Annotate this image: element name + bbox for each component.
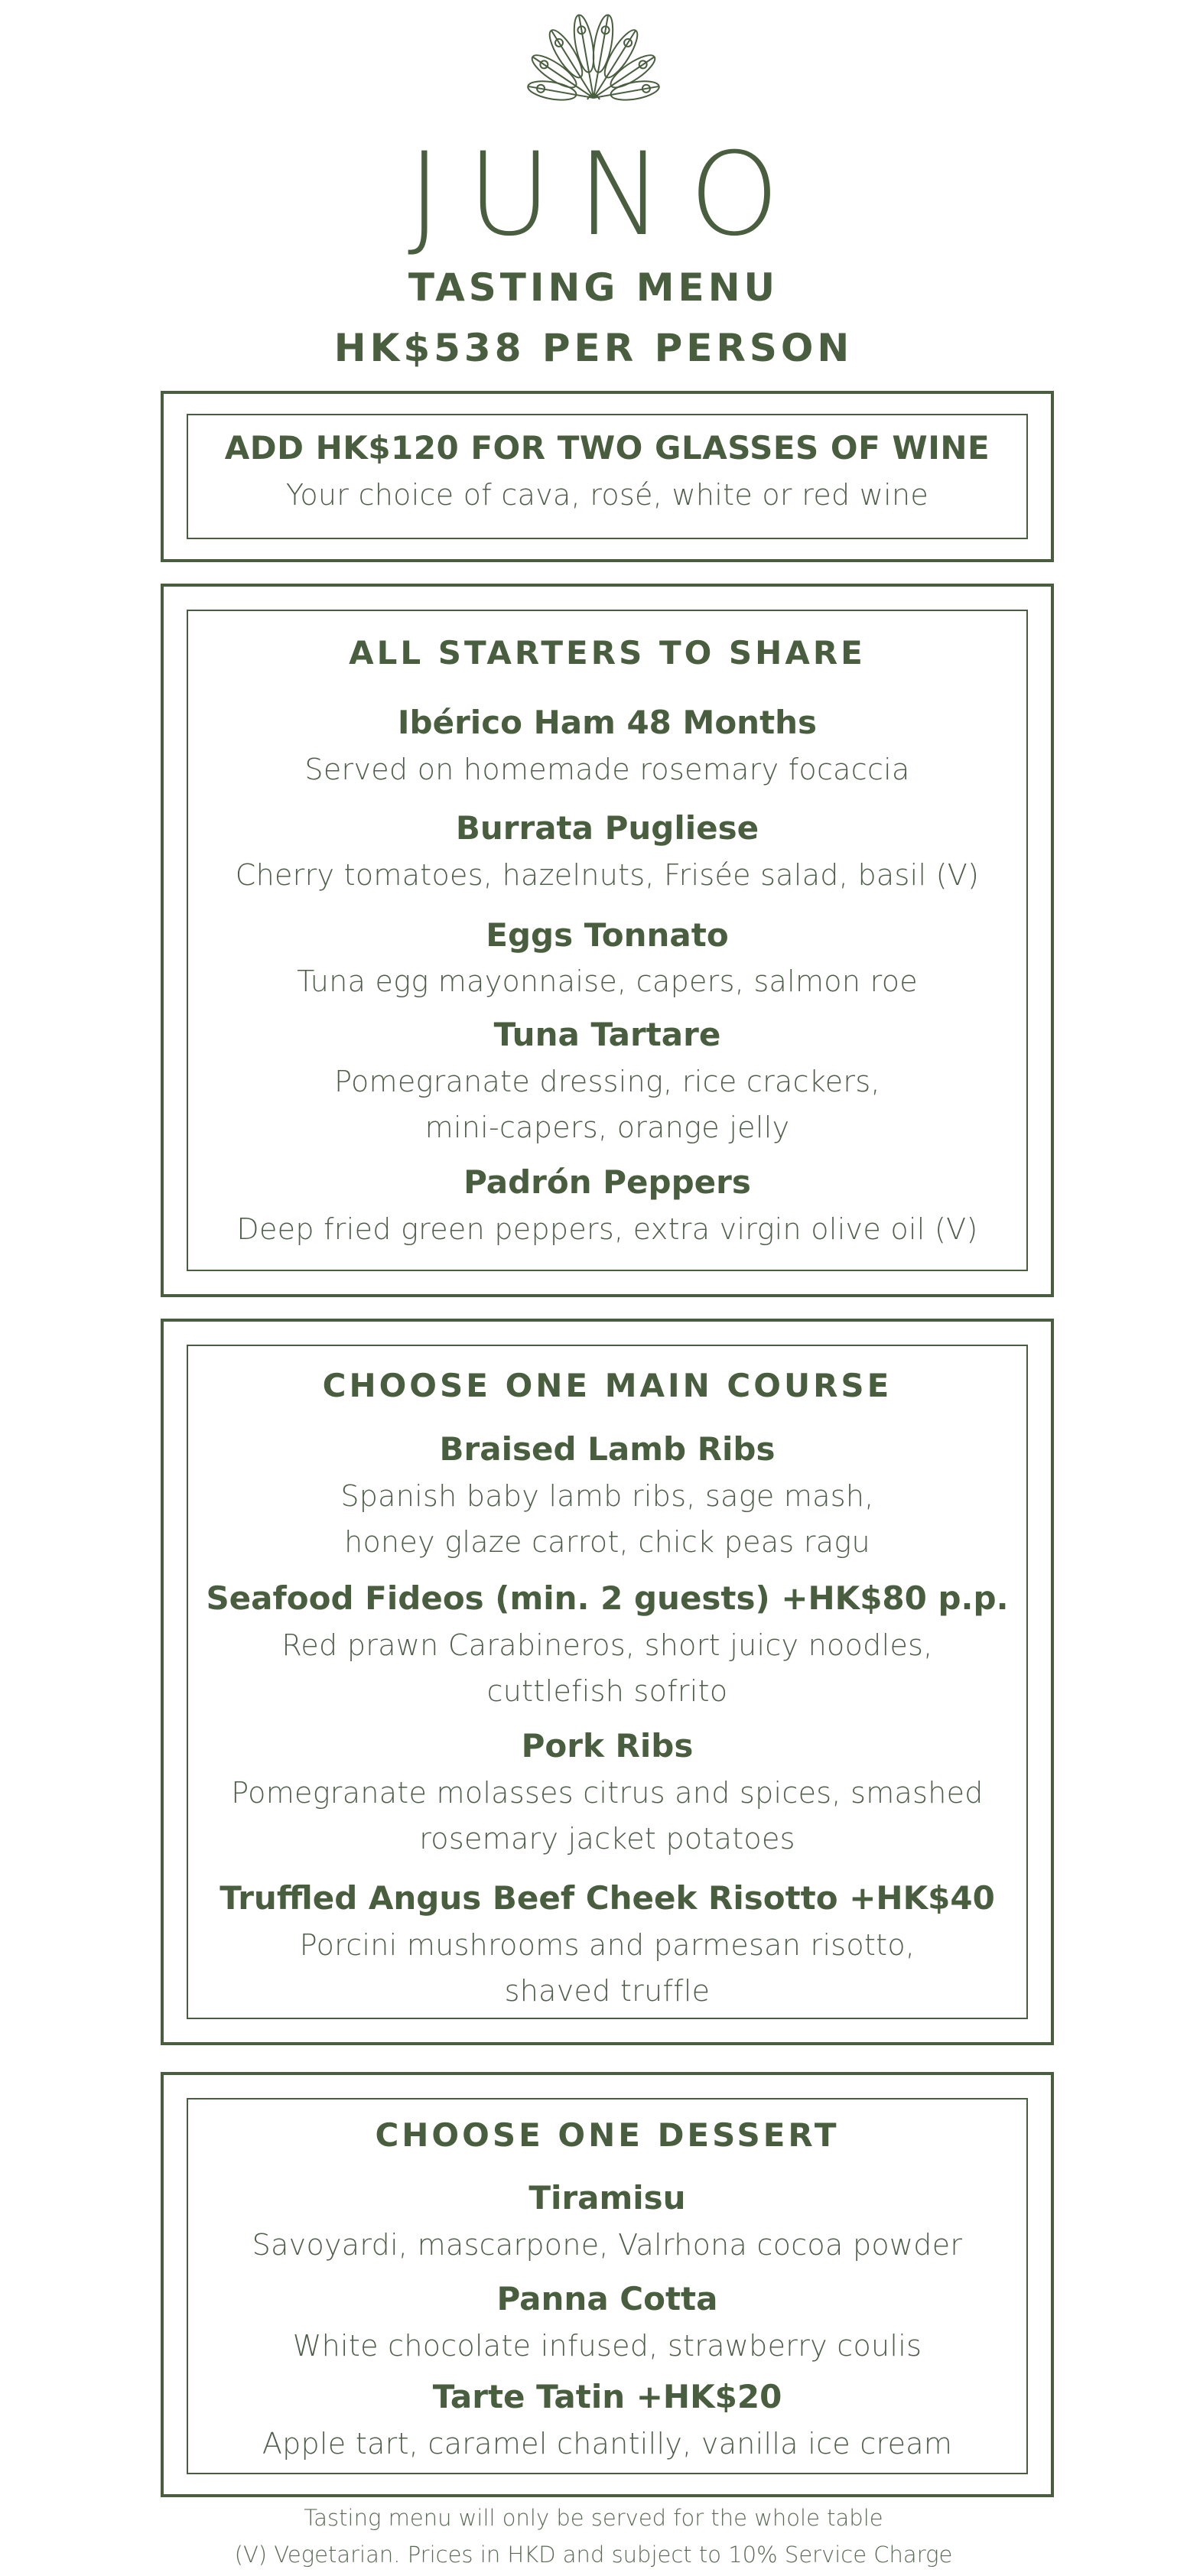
dish-description: Tuna egg mayonnaise, capers, salmon roe (297, 964, 918, 998)
dish-description: Apple tart, caramel chantilly, vanilla ice cream (262, 2427, 953, 2461)
menu-subtitle: TASTING MENU (408, 265, 779, 310)
dish-description: Spanish baby lamb ribs, sage mash, (340, 1479, 874, 1513)
dish-name: Padrón Peppers (463, 1163, 751, 1201)
dish-description: Deep fried green peppers, extra virgin olive oil (V) (236, 1212, 978, 1246)
desserts-title: CHOOSE ONE DESSERT (375, 2116, 840, 2154)
dish-name: Tarte Tatin +HK$20 (432, 2378, 782, 2415)
dish-name: Pork Ribs (521, 1727, 694, 1764)
dish-name: Braised Lamb Ribs (439, 1430, 776, 1468)
dish-description: shaved truffle (504, 1974, 711, 2008)
dish-description: Pomegranate molasses citrus and spices, smashed (231, 1776, 984, 1810)
dish-description: Red prawn Carabineros, short juicy noodles, (281, 1628, 933, 1662)
desserts-section (161, 2072, 1054, 2497)
dish-name: Truffled Angus Beef Cheek Risotto +HK$40 (220, 1879, 995, 1917)
brand-name: JUNO (407, 128, 806, 262)
dish-name: Panna Cotta (496, 2280, 718, 2317)
dish-name: Seafood Fideos (min. 2 guests) +HK$80 p.p. (206, 1579, 1009, 1617)
dish-description: Cherry tomatoes, hazelnuts, Frisée salad, basil (V) (235, 858, 980, 892)
peacock-fan-icon (517, 6, 670, 106)
starters-section (161, 584, 1054, 1297)
dish-name: Eggs Tonnato (486, 916, 729, 954)
wine-offer-title: ADD HK$120 FOR TWO GLASSES OF WINE (224, 429, 990, 467)
mains-section (161, 1319, 1054, 2045)
dish-description: rosemary jacket potatoes (419, 1822, 795, 1856)
footer-note: Tasting menu will only be served for the whole table (304, 2505, 883, 2531)
footer-disclaimer: (V) Vegetarian. Prices in HKD and subject to 10% Service Charge (234, 2542, 953, 2568)
mains-title: CHOOSE ONE MAIN COURSE (322, 1367, 893, 1404)
dish-name: Tiramisu (528, 2179, 686, 2217)
dish-description: White chocolate infused, strawberry coulis (292, 2329, 922, 2363)
dish-name: Tuna Tartare (493, 1016, 721, 1053)
wine-offer-description: Your choice of cava, rosé, white or red wine (285, 478, 929, 512)
starters-title: ALL STARTERS TO SHARE (349, 634, 866, 672)
dish-name: Burrata Pugliese (455, 809, 759, 847)
dish-name: Ibérico Ham 48 Months (397, 704, 818, 741)
dish-description: Savoyardi, mascarpone, Valrhona cocoa powder (252, 2228, 963, 2262)
dish-description: mini-capers, orange jelly (424, 1111, 790, 1144)
menu-price: HK$538 PER PERSON (333, 326, 854, 370)
dish-description: Pomegranate dressing, rice crackers, (334, 1065, 880, 1098)
dish-description: Porcini mushrooms and parmesan risotto, (299, 1928, 915, 1962)
wine-offer-box (161, 391, 1054, 562)
dish-description: cuttlefish sofrito (486, 1674, 728, 1708)
dish-description: honey glaze carrot, chick peas ragu (344, 1525, 870, 1559)
dish-description: Served on homemade rosemary focaccia (304, 753, 910, 786)
